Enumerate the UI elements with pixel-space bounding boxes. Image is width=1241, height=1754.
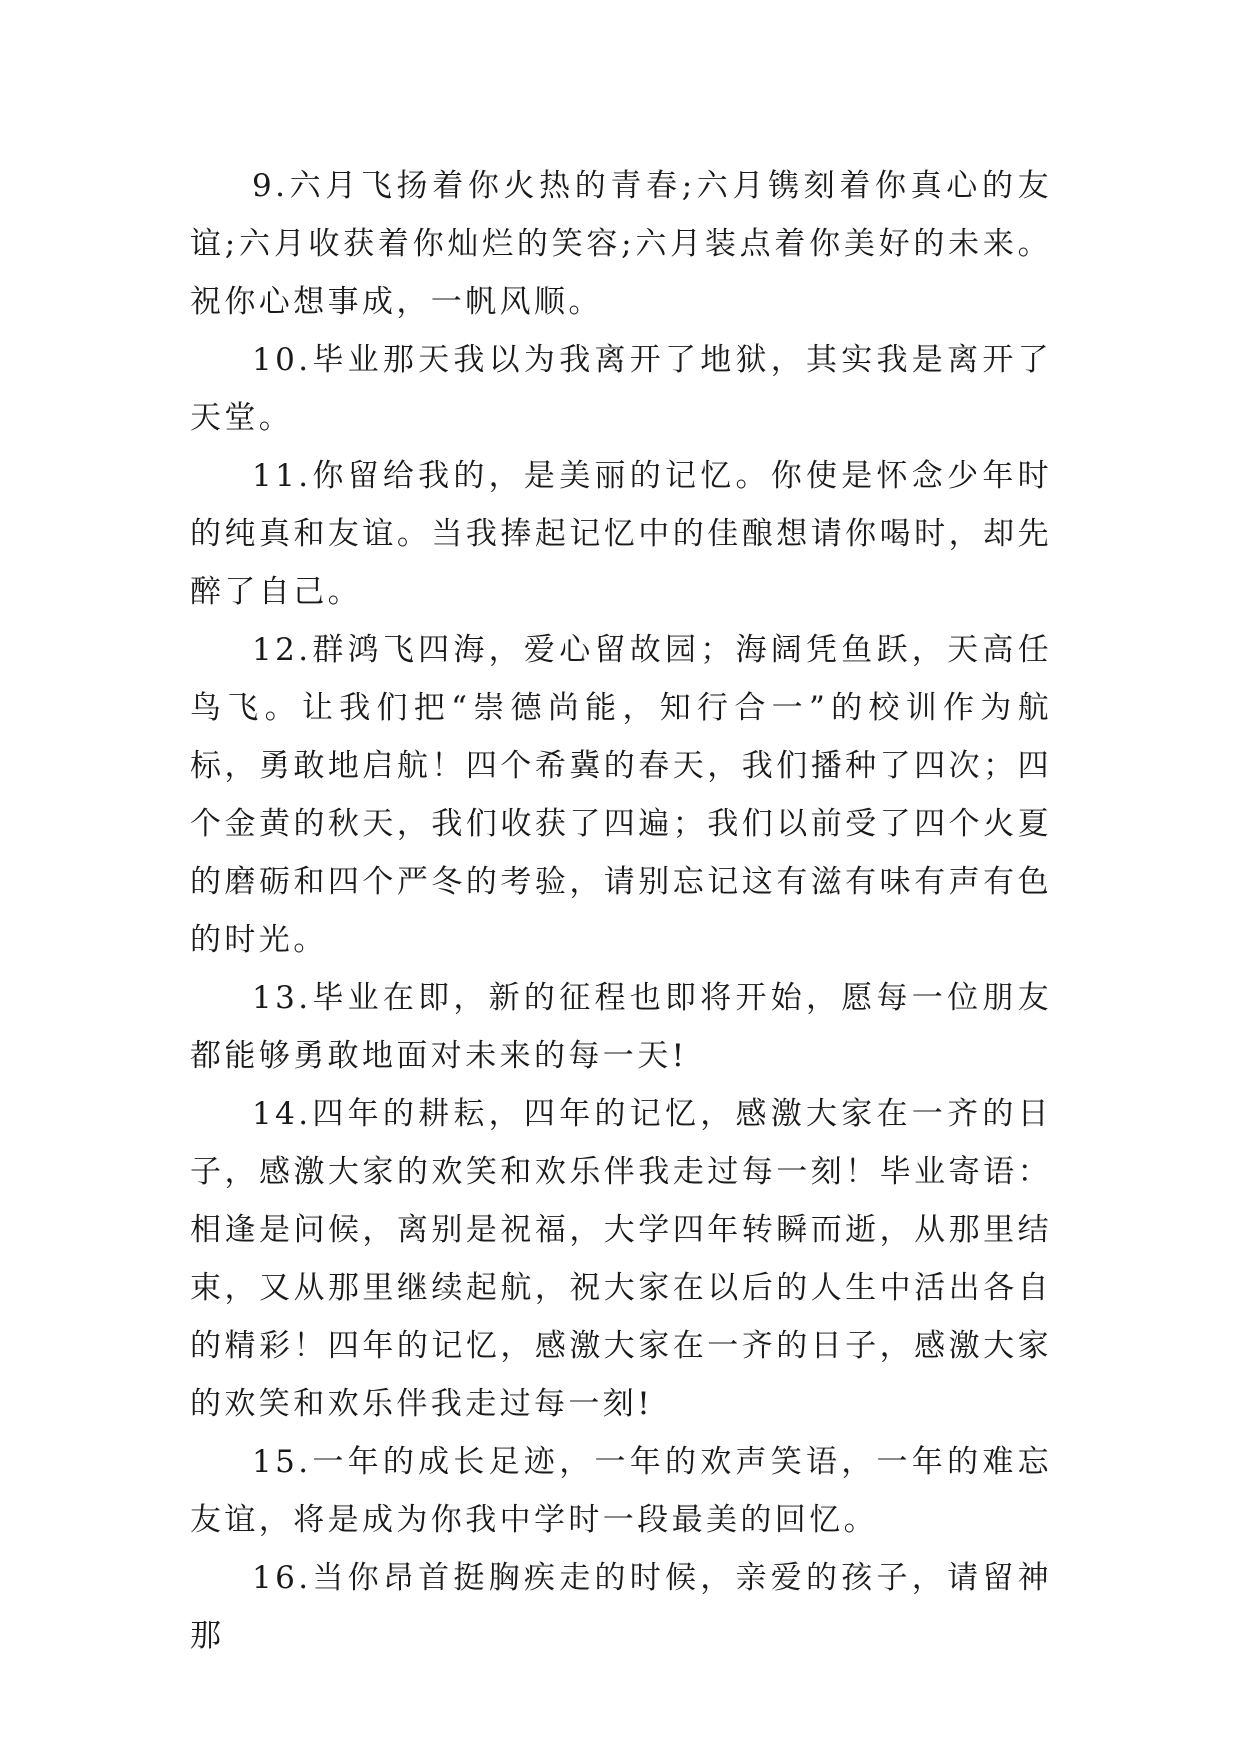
paragraph-14: 14.四年的耕耘，四年的记忆，感激大家在一齐的日子，感激大家的欢笑和欢乐伴我走过每一刻！毕业寄语：相逢是问候，离别是祝福，大学四年转瞬而逝，从那里结束，又从那里继续起航，祝大家在以后的人生中活出各自的精彩！四年的记忆，感激大家在一齐的日子，感激大家的欢笑和欢乐伴我走过每一刻! <box>190 1096 1052 1422</box>
paragraph-10: 10.毕业那天我以为我离开了地狱，其实我是离开了天堂。 <box>190 342 1052 436</box>
paragraph-9: 9.六月飞扬着你火热的青春;六月镌刻着你真心的友谊;六月收获着你灿烂的笑容;六月装点着你美好的未来。祝你心想事成，一帆风顺。 <box>190 168 1052 320</box>
paragraph-12: 12.群鸿飞四海，爱心留故园；海阔凭鱼跃，天高任鸟飞。让我们把“崇德尚能，知行合一”的校训作为航标，勇敢地启航！四个希冀的春天，我们播种了四次；四个金黄的秋天，我们收获了四遍；我们以前受了四个火夏的磨砺和四个严冬的考验，请别忘记这有滋有味有声有色的时光。 <box>190 632 1052 958</box>
paragraph-13: 13.毕业在即，新的征程也即将开始，愿每一位朋友都能够勇敢地面对未来的每一天! <box>190 980 1052 1074</box>
paragraph-16: 16.当你昂首挺胸疾走的时候，亲爱的孩子，请留神那 <box>190 1560 1052 1654</box>
document-body <box>190 157 1052 1665</box>
paragraph-15: 15.一年的成长足迹，一年的欢声笑语，一年的难忘友谊，将是成为你我中学时一段最美的回忆。 <box>190 1444 1052 1538</box>
paragraph-11: 11.你留给我的，是美丽的记忆。你使是怀念少年时的纯真和友谊。当我捧起记忆中的佳酿想请你喝时，却先醉了自己。 <box>190 458 1052 610</box>
